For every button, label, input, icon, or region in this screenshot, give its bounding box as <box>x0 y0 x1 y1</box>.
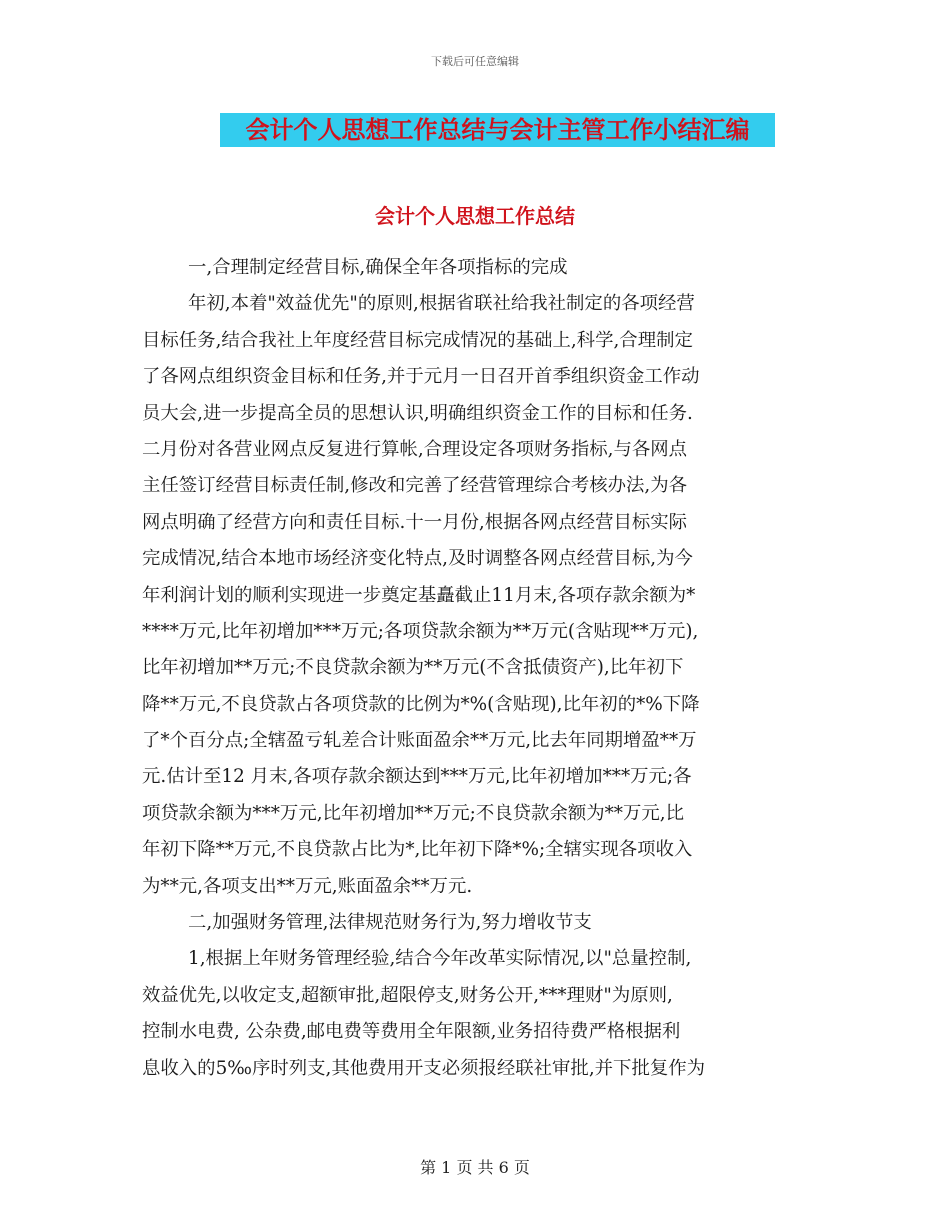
text-line: 年初下降**万元,不良贷款占比为*,比年初下降*%;全辖实现各项收入 <box>142 839 693 861</box>
text-line: 息收入的5‰序时列支,其他费用开支必须报经联社审批,并下批复作为 <box>142 1057 706 1079</box>
text-line: 降**万元,不良贷款占各项贷款的比例为*%(含贴现),比年初的*%下降 <box>142 693 700 715</box>
document-title: 会计个人思想工作总结与会计主管工作小结汇编 <box>220 113 775 147</box>
text-line: 元.估计至12 月末,各项存款余额达到***万元,比年初增加***万元;各 <box>142 766 692 788</box>
text-line: 完成情况,结合本地市场经济变化特点,及时调整各网点经营目标,为今 <box>142 548 693 570</box>
page-number: 第 1 页 共 6 页 <box>420 1158 530 1177</box>
text-line: 比年初增加**万元;不良贷款余额为**万元(不含抵债资产),比年初下 <box>142 657 684 679</box>
text-line: 1,根据上年财务管理经验,结合今年改革实际情况,以"总量控制, <box>188 948 692 970</box>
text-line: 年初,本着"效益优先"的原则,根据省联社给我社制定的各项经营 <box>188 293 695 315</box>
text-line: ****万元,比年初增加***万元;各项贷款余额为**万元(含贴现**万元), <box>142 620 699 642</box>
text-line: 了各网点组织资金目标和任务,并于元月一日召开首季组织资金工作动 <box>142 366 700 388</box>
text-line: 了*个百分点;全辖盈亏轧差合计账面盈余**万元,比去年同期增盈**万 <box>142 730 697 752</box>
section-title: 会计个人思想工作总结 <box>375 204 575 228</box>
text-line: 年利润计划的顺利实现进一步奠定基矗截止11月末,各项存款余额为* <box>142 584 696 606</box>
header-note: 下载后可任意编辑 <box>431 55 519 68</box>
text-line: 项贷款余额为***万元,比年初增加**万元;不良贷款余额为**万元,比 <box>142 802 685 824</box>
text-line: 效益优先,以收定支,超额审批,超限停支,财务公开,***理财"为原则, <box>142 984 673 1006</box>
text-line: 二,加强财务管理,法律规范财务行为,努力增收节支 <box>188 912 592 934</box>
body-text <box>142 250 808 1087</box>
text-line: 主任签订经营目标责任制,修改和完善了经营管理综合考核办法,为各 <box>142 475 688 497</box>
text-line: 为**元,各项支出**万元,账面盈余**万元. <box>142 875 473 897</box>
text-line: 网点明确了经营方向和责任目标.十一月份,根据各网点经营目标实际 <box>142 511 688 533</box>
text-line: 目标任务,结合我社上年度经营目标完成情况的基础上,科学,合理制定 <box>142 329 693 351</box>
text-line: 一,合理制定经营目标,确保全年各项指标的完成 <box>188 257 568 278</box>
text-line: 员大会,进一步提高全员的思想认识,明确组织资金工作的目标和任务. <box>142 402 693 424</box>
text-line: 控制水电费, 公杂费,邮电费等费用全年限额,业务招待费严格根据利 <box>142 1021 681 1043</box>
text-line: 二月份对各营业网点反复进行算帐,合理设定各项财务指标,与各网点 <box>142 438 688 460</box>
